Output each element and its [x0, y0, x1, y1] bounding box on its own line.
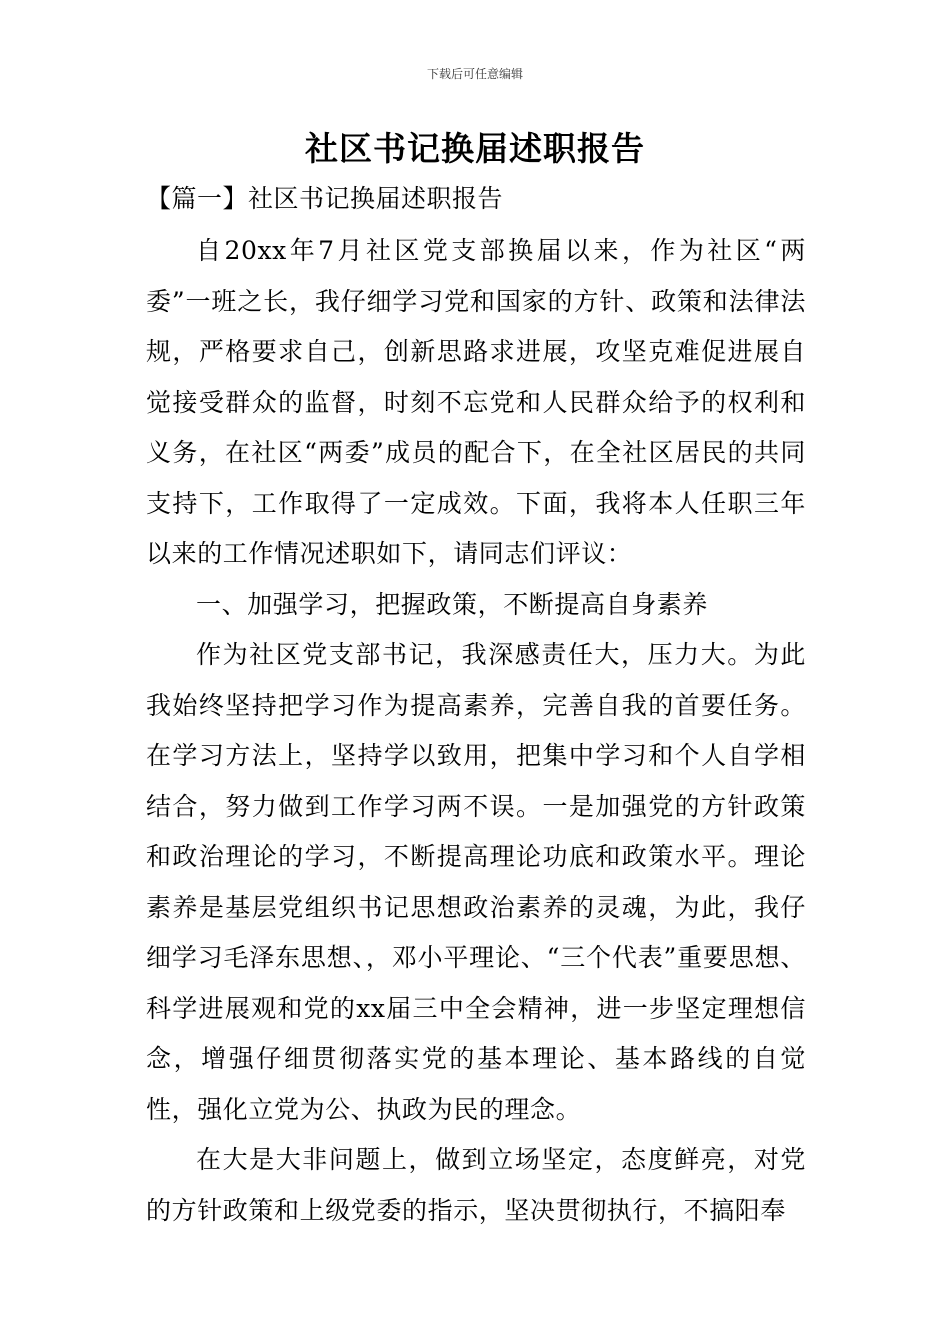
document-body	[146, 226, 806, 1236]
document-title: 社区书记换届述职报告	[305, 129, 645, 168]
subheading-learning: 一、加强学习，把握政策，不断提高自身素养	[196, 589, 709, 619]
paragraph-learning: 作为社区党支部书记，我深感责任大，压力大。为此我始终坚持把学习作为提高素养，完善自我的首要任务。在学习方法上，坚持学以致用，把集中学习和个人自学相结合，努力做到工作学习两不误。一是加强党的方针政策和政治理论的学习，不断提高理论功底和政策水平。理论素养是基层党组织书记思想政治素养的灵魂，为此，我仔细学习毛泽东思想、，邓小平理论、“三个代表”重要思想、科学进展观和党的xx届三中全会精神，进一步坚定理想信念，增强仔细贯彻落实党的基本理论、基本路线的自觉性，强化立党为公、执政为民的理念。	[146, 640, 806, 1124]
paragraph-principles: 在大是大非问题上，做到立场坚定，态度鲜亮，对党的方针政策和上级党委的指示，坚决贯彻执行，不搞阳奉	[146, 1145, 806, 1225]
page-header-note: 下载后可任意编辑	[426, 67, 523, 81]
paragraph-intro: 自20xx年7月社区党支部换届以来，作为社区“两委”一班之长，我仔细学习党和国家的方针、政策和法律法规，严格要求自己，创新思路求进展，攻坚克难促进展自觉接受群众的监督，时刻不忘党和人民群众给予的权利和义务，在社区“两委”成员的配合下，在全社区居民的共同支持下，工作取得了一定成效。下面，我将本人任职三年以来的工作情况述职如下，请同志们评议：	[146, 236, 806, 568]
section-heading: 【篇一】社区书记换届述职报告	[146, 184, 504, 213]
